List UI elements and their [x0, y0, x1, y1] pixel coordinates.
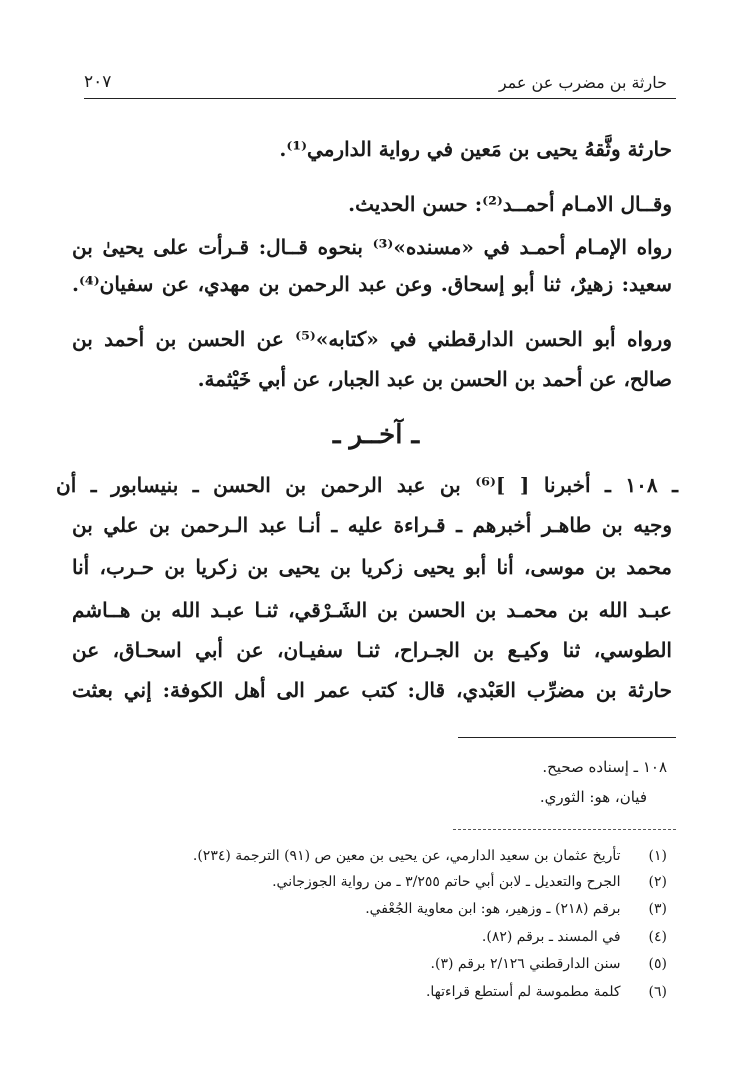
footnote-2: [107, 874, 667, 890]
footnote-5: [107, 956, 667, 972]
note-line-2: فيان، هو: الثوري.: [539, 788, 647, 806]
header-rule: [84, 98, 676, 99]
body-line-2: وقــال الامـام أحمــد⁽²⁾: حسن الحديث.: [348, 192, 672, 216]
section-heading: ـ آخــر ـ: [332, 420, 420, 450]
footnote-text: سنن الدارقطني ٢/١٢٦ برقم (٣).: [430, 956, 621, 972]
footnote-4: [107, 929, 667, 945]
footnote-6: [107, 984, 667, 1000]
footnote-number: (٦): [648, 984, 667, 1000]
hadith-line-2: وجيه بن طاهـر أخبرهم ـ قـراءة عليه ـ أنـا عبد الـرحمن بن علي بن: [72, 513, 672, 537]
footnote-1: [107, 848, 667, 864]
footnote-text: كلمة مطموسة لم أستطع قراءتها.: [425, 984, 621, 1000]
body-line-3: رواه الإمـام أحمـد في «مسنده»⁽³⁾ بنحوه قــال: قـرأت على يحيىٰ بن: [72, 235, 672, 259]
footnote-text: برقم (٢١٨) ـ وزهير، هو: ابن معاوية الجُعْفي.: [365, 901, 621, 917]
hadith-line-5: الطوسي، ثنا وكيـع بن الجـراح، ثنـا سفيـان، عن أبي اسحـاق، عن: [72, 638, 672, 662]
footnote-3: [107, 901, 667, 917]
body-line-1: حارثة وثَّقهُ يحيى بن مَعين في رواية الدارمي⁽¹⁾.: [279, 137, 672, 161]
hadith-line-6: حارثة بن مضرِّب العَبْدي، قال: كتب عمر الى أهل الكوفة: إني بعثت: [72, 678, 672, 702]
footnote-text: في المسند ـ برقم (٨٢).: [481, 929, 621, 945]
notes-rule: [458, 737, 676, 738]
hadith-line-3: محمد بن موسى، أنا أبو يحيى زكريا بن يحيى بن زكريا بن حـرب، أنا: [72, 555, 672, 579]
hadith-line-1: ـ ١٠٨ ـ أخبرنا [ ]⁽⁶⁾ بن عبد الرحمن بن الحسن ـ بنيسابور ـ أن: [56, 473, 678, 497]
footnote-number: (٥): [648, 956, 667, 972]
footnote-separator: [453, 829, 676, 830]
body-line-4: سعيد: زهيرٌ، ثنا أبو إسحاق. وعن عبد الرحمن بن مهدي، عن سفيان⁽⁴⁾.: [72, 272, 672, 296]
running-header-title: حارثة بن مضرب عن عمر: [498, 73, 667, 92]
footnote-number: (١): [648, 848, 667, 864]
page-number: ٢٠٧: [84, 72, 112, 92]
footnote-text: الجرح والتعديل ـ لابن أبي حاتم ٣/٢٥٥ ـ من رواية الجوزجاني.: [272, 874, 621, 890]
footnote-number: (٢): [648, 874, 667, 890]
footnote-number: (٤): [648, 929, 667, 945]
footnote-number: (٣): [648, 901, 667, 917]
body-line-5: ورواه أبو الحسن الدارقطني في «كتابه»⁽⁵⁾ عن الحسن بن أحمد بن: [72, 327, 672, 351]
body-line-6: صالح، عن أحمد بن الحسن بن عبد الجبار، عن أبي خَيْثمة.: [197, 367, 672, 391]
note-line-1: ١٠٨ ـ إسناده صحيح.: [542, 758, 667, 776]
hadith-line-4: عبـد الله بن محمـد بن الحسن بن الشَـرْقي، ثنـا عبـد الله بن هــاشم: [72, 598, 672, 622]
footnote-text: تأريخ عثمان بن سعيد الدارمي، عن يحيى بن معين ص (٩١) الترجمة (٢٣٤).: [192, 848, 621, 864]
